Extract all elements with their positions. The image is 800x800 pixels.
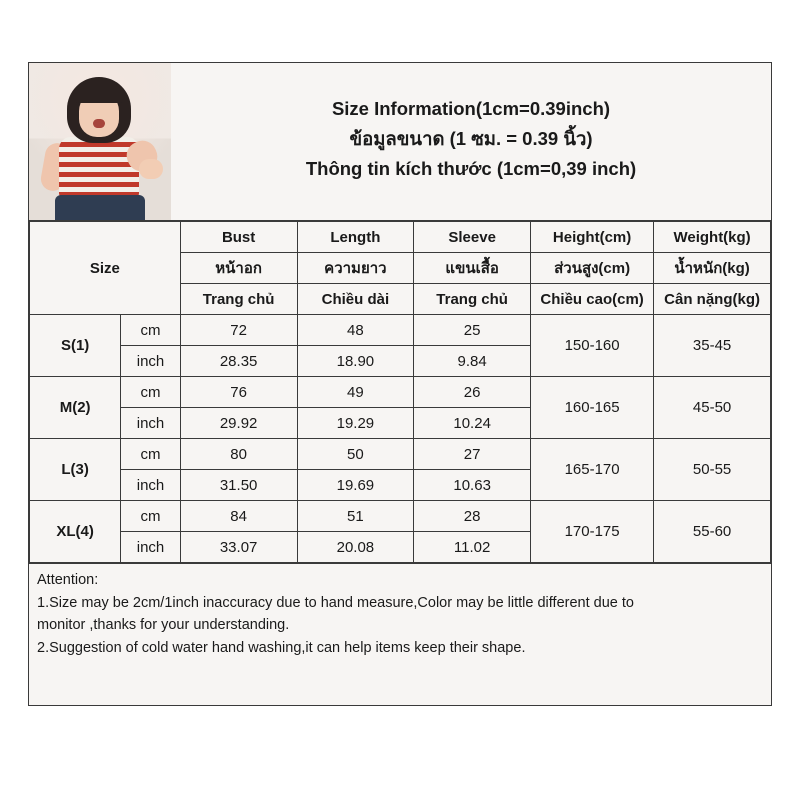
- cell-sleeve-inch-l: 10.63: [414, 470, 531, 501]
- cell-length-cm-s: 48: [297, 315, 414, 346]
- header-size-label: Size: [30, 222, 181, 315]
- header-weight-th: น้ำหนัก(kg): [654, 253, 771, 284]
- cell-length-inch-s: 18.90: [297, 346, 414, 377]
- title-block: [171, 63, 771, 220]
- header-length-vi: Chiều dài: [297, 284, 414, 315]
- header-sleeve-th: แขนเสื้อ: [414, 253, 531, 284]
- cell-height-m: 160-165: [531, 377, 654, 439]
- row-size-m: M(2): [30, 377, 121, 439]
- cell-weight-m: 45-50: [654, 377, 771, 439]
- row-size-xl: XL(4): [30, 501, 121, 563]
- cell-bust-inch-l: 31.50: [180, 470, 297, 501]
- attention-heading: Attention:: [37, 572, 99, 588]
- cell-length-cm-xl: 51: [297, 501, 414, 532]
- header-weight-en: Weight(kg): [654, 222, 771, 253]
- header-sleeve-en: Sleeve: [414, 222, 531, 253]
- size-table: [29, 221, 771, 563]
- cell-height-xl: 170-175: [531, 501, 654, 563]
- cell-sleeve-inch-s: 9.84: [414, 346, 531, 377]
- header-height-en: Height(cm): [531, 222, 654, 253]
- header-height-th: ส่วนสูง(cm): [531, 253, 654, 284]
- title-vietnamese: Thông tin kích thước (1cm=0,39 inch): [305, 158, 637, 180]
- cell-bust-inch-xl: 33.07: [180, 532, 297, 563]
- cell-length-inch-m: 19.29: [297, 408, 414, 439]
- model-striped-top: [59, 137, 139, 199]
- row-unit-cm: cm: [121, 439, 180, 470]
- model-jeans: [55, 195, 145, 220]
- cell-length-cm-m: 49: [297, 377, 414, 408]
- cell-height-l: 165-170: [531, 439, 654, 501]
- row-unit-inch: inch: [121, 408, 180, 439]
- attention-line-2: monitor ,thanks for your understanding.: [37, 617, 290, 634]
- table-row: [30, 377, 771, 408]
- header-length-th: ความยาว: [297, 253, 414, 284]
- cell-weight-xl: 55-60: [654, 501, 771, 563]
- header-weight-vi: Cân nặng(kg): [654, 284, 771, 315]
- table-header-row-en: [30, 222, 771, 253]
- header-height-vi: Chiều cao(cm): [531, 284, 654, 315]
- cell-weight-l: 50-55: [654, 439, 771, 501]
- cell-bust-cm-xl: 84: [180, 501, 297, 532]
- header-bust-th: หน้าอก: [180, 253, 297, 284]
- header-length-en: Length: [297, 222, 414, 253]
- row-unit-cm: cm: [121, 501, 180, 532]
- table-row: [30, 501, 771, 532]
- cell-height-s: 150-160: [531, 315, 654, 377]
- model-mouth: [93, 119, 105, 128]
- header-sleeve-vi: Trang chủ: [414, 284, 531, 315]
- cell-sleeve-cm-s: 25: [414, 315, 531, 346]
- cell-bust-cm-l: 80: [180, 439, 297, 470]
- table-row: [30, 439, 771, 470]
- title-thai: ข้อมูลขนาด (1 ซม. = 0.39 นิ้ว): [349, 127, 593, 149]
- table-row: [30, 315, 771, 346]
- cell-weight-s: 35-45: [654, 315, 771, 377]
- row-unit-cm: cm: [121, 315, 180, 346]
- chart-header: [29, 63, 771, 221]
- cell-sleeve-inch-m: 10.24: [414, 408, 531, 439]
- header-bust-en: Bust: [180, 222, 297, 253]
- model-fringe: [73, 83, 125, 103]
- attention-block: [29, 563, 771, 667]
- cell-bust-cm-s: 72: [180, 315, 297, 346]
- cell-sleeve-cm-xl: 28: [414, 501, 531, 532]
- cell-length-inch-xl: 20.08: [297, 532, 414, 563]
- cell-length-inch-l: 19.69: [297, 470, 414, 501]
- cell-bust-cm-m: 76: [180, 377, 297, 408]
- model-hand: [139, 159, 163, 179]
- cell-length-cm-l: 50: [297, 439, 414, 470]
- product-photo: [29, 63, 171, 220]
- size-chart-sheet: [28, 62, 772, 706]
- attention-line-3: 2.Suggestion of cold water hand washing,it can help items keep their shape.: [37, 639, 526, 656]
- row-unit-cm: cm: [121, 377, 180, 408]
- cell-sleeve-cm-l: 27: [414, 439, 531, 470]
- title-english: Size Information(1cm=0.39inch): [331, 97, 611, 119]
- cell-sleeve-inch-xl: 11.02: [414, 532, 531, 563]
- cell-sleeve-cm-m: 26: [414, 377, 531, 408]
- cell-bust-inch-s: 28.35: [180, 346, 297, 377]
- row-size-l: L(3): [30, 439, 121, 501]
- attention-line-1: 1.Size may be 2cm/1inch inaccuracy due to hand measure,Color may be little different due to: [37, 594, 634, 611]
- row-size-s: S(1): [30, 315, 121, 377]
- header-bust-vi: Trang chủ: [180, 284, 297, 315]
- cell-bust-inch-m: 29.92: [180, 408, 297, 439]
- row-unit-inch: inch: [121, 532, 180, 563]
- row-unit-inch: inch: [121, 346, 180, 377]
- row-unit-inch: inch: [121, 470, 180, 501]
